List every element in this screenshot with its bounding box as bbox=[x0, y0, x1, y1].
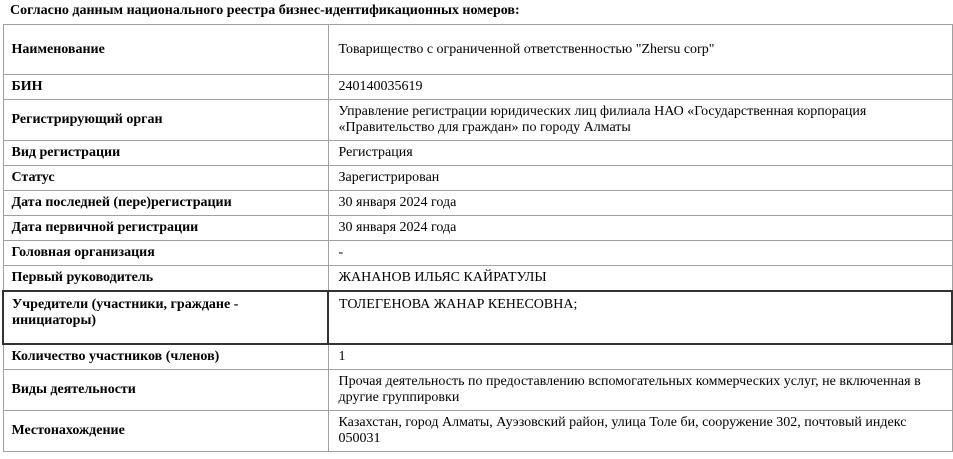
row-name bbox=[3, 25, 952, 75]
row-label: Регистрирующий орган bbox=[3, 100, 328, 141]
row-head-organization bbox=[3, 241, 952, 266]
row-registering-authority bbox=[3, 100, 952, 141]
row-value: 1 bbox=[328, 344, 952, 370]
row-value: Прочая деятельность по предоставлению вспомогательных коммерческих услуг, не включенная в другие группировки bbox=[328, 370, 952, 411]
row-founders bbox=[3, 291, 952, 344]
row-bin bbox=[3, 75, 952, 100]
row-value: ТОЛЕГЕНОВА ЖАНАР КЕНЕСОВНА; bbox=[328, 291, 952, 344]
row-location bbox=[3, 411, 952, 452]
row-value: Управление регистрации юридических лиц филиала НАО «Государственная корпорация «Правительство для граждан» по городу Алматы bbox=[328, 100, 952, 141]
row-last-registration-date bbox=[3, 191, 952, 216]
row-label: Учредители (участники, граждане - инициаторы) bbox=[3, 291, 328, 344]
row-label: Головная организация bbox=[3, 241, 328, 266]
row-participants-count bbox=[3, 344, 952, 370]
registry-table bbox=[2, 24, 953, 452]
row-status bbox=[3, 166, 952, 191]
row-label: Виды деятельности bbox=[3, 370, 328, 411]
row-label: Дата первичной регистрации bbox=[3, 216, 328, 241]
registry-heading: Согласно данным национального реестра бизнес-идентификационных номеров: bbox=[10, 3, 520, 18]
row-label: Дата последней (пере)регистрации bbox=[3, 191, 328, 216]
row-value: 30 января 2024 года bbox=[328, 216, 952, 241]
row-first-head bbox=[3, 266, 952, 292]
row-label: Количество участников (членов) bbox=[3, 344, 328, 370]
row-label: БИН bbox=[3, 75, 328, 100]
row-value: Регистрация bbox=[328, 141, 952, 166]
row-label: Наименование bbox=[3, 25, 328, 75]
row-value: ЖАНАНОВ ИЛЬЯС КАЙРАТУЛЫ bbox=[328, 266, 952, 292]
row-first-registration-date bbox=[3, 216, 952, 241]
row-label: Вид регистрации bbox=[3, 141, 328, 166]
row-value: Зарегистрирован bbox=[328, 166, 952, 191]
row-label: Статус bbox=[3, 166, 328, 191]
row-activities bbox=[3, 370, 952, 411]
row-label: Местонахождение bbox=[3, 411, 328, 452]
row-value: Товарищество с ограниченной ответственностью "Zhersu corp" bbox=[328, 25, 952, 75]
row-value: 30 января 2024 года bbox=[328, 191, 952, 216]
row-value: - bbox=[328, 241, 952, 266]
row-registration-type bbox=[3, 141, 952, 166]
row-value: 240140035619 bbox=[328, 75, 952, 100]
row-value: Казахстан, город Алматы, Ауэзовский район, улица Толе би, сооружение 302, почтовый индекс 050031 bbox=[328, 411, 952, 452]
row-label: Первый руководитель bbox=[3, 266, 328, 292]
